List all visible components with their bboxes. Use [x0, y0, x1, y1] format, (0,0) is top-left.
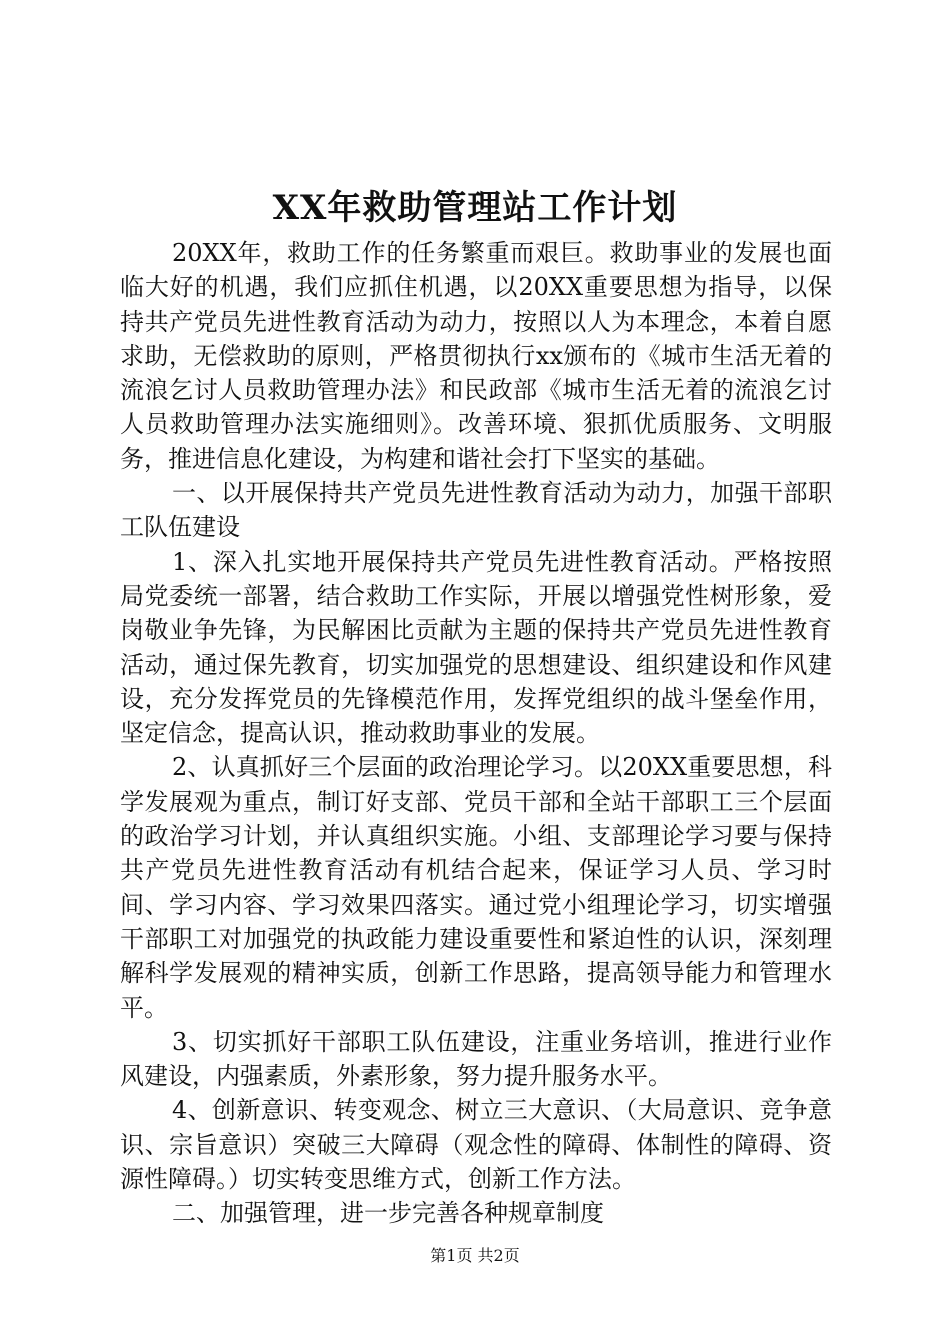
paragraph-item-4: 4、创新意识、转变观念、树立三大意识、（大局意识、竞争意识、宗旨意识）突破三大障碍（观念性的障碍、体制性的障碍、资源性障碍。）切实转变思维方式，创新工作方法。: [120, 1096, 832, 1194]
paragraph-intro: 20XX年，救助工作的任务繁重而艰巨。救助事业的发展也面临大好的机遇，我们应抓住机遇，以20XX重要思想为指导，以保持共产党员先进性教育活动为动力，按照以人为本理念，本着自愿求助，无偿救助的原则，严格贯彻执行xx颁布的《城市生活无着的流浪乞讨人员救助管理办法》和民政部《城市生活无着的流浪乞讨人员救助管理办法实施细则》。改善环境、狠抓优质服务、文明服务，推进信息化建设，为构建和谐社会打下坚实的基础。: [120, 239, 832, 473]
paragraph-item-1: 1、深入扎实地开展保持共产党员先进性教育活动。严格按照局党委统一部署，结合救助工作实际，开展以增强党性树形象，爱岗敬业争先锋，为民解困比贡献为主题的保持共产党员先进性教育活动，通过保先教育，切实加强党的思想建设、组织建设和作风建设，充分发挥党员的先锋模范作用，发挥党组织的战斗堡垒作用，坚定信念，提高认识，推动救助事业的发展。: [120, 547, 832, 748]
paragraph-section-2-heading: 二、加强管理，进一步完善各种规章制度: [172, 1199, 604, 1228]
paragraph-section-1-heading: 一、以开展保持共产党员先进性教育活动为动力，加强干部职工队伍建设: [120, 479, 832, 542]
paragraph-item-2: 2、认真抓好三个层面的政治理论学习。以20XX重要思想，科学发展观为重点，制订好支部、党员干部和全站干部职工三个层面的政治学习计划，并认真组织实施。小组、支部理论学习要与保持共产党员先进性教育活动有机结合起来，保证学习人员、学习时间、学习内容、学习效果四落实。通过党小组理论学习，切实增强干部职工对加强党的执政能力建设重要性和紧迫性的认识，深刻理解科学发展观的精神实质，创新工作思路，提高领导能力和管理水平。: [120, 753, 832, 1022]
paragraph-item-3: 3、切实抓好干部职工队伍建设，注重业务培训，推进行业作风建设，内强素质，外素形象，努力提升服务水平。: [120, 1027, 832, 1091]
page-number-footer: 第1页 共2页: [430, 1246, 520, 1265]
document-body: [120, 236, 832, 1231]
document-title: XX年救助管理站工作计划: [272, 188, 678, 228]
